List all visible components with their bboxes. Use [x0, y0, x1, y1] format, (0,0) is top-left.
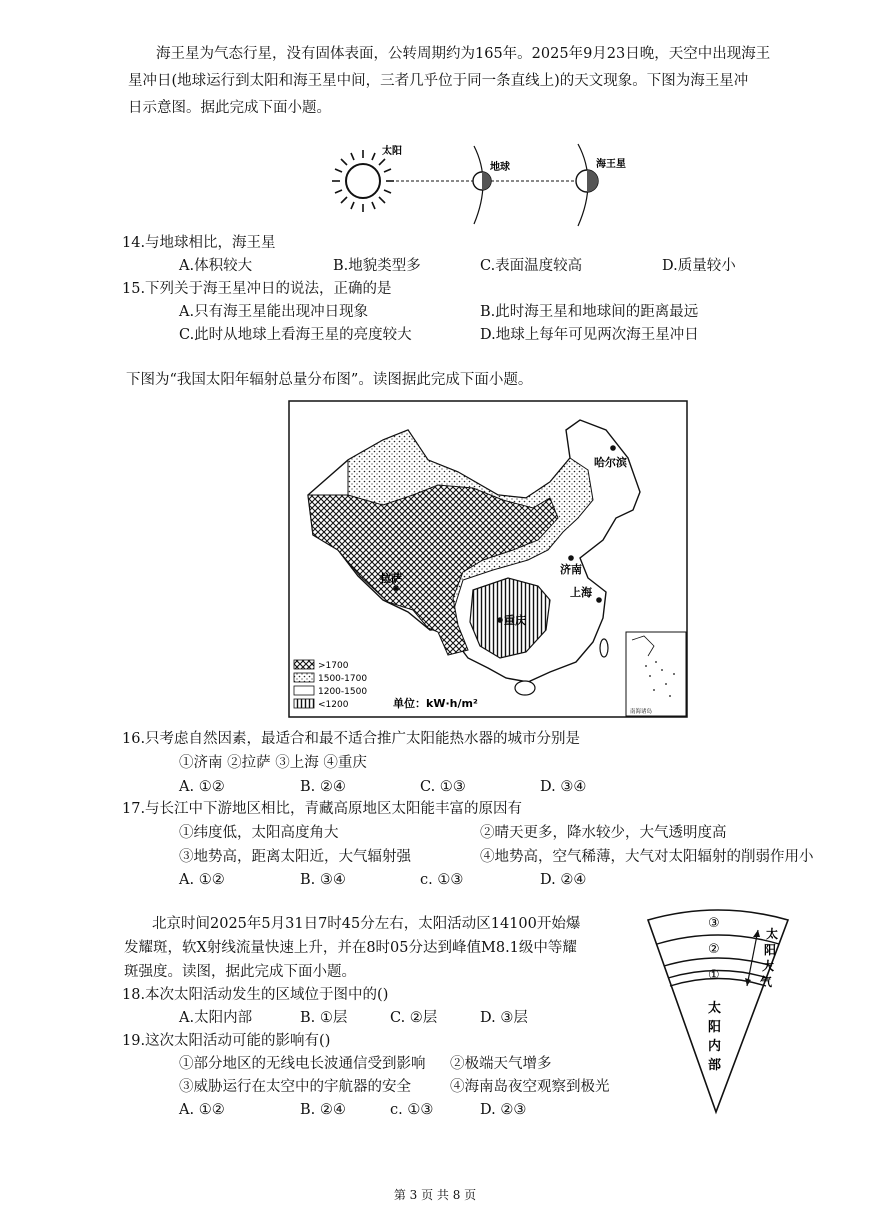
q17-item-2: ②晴天更多，降水较少，大气透明度高: [480, 825, 727, 841]
q14-option-d[interactable]: D.质量较小: [662, 258, 736, 274]
taiwan-island: [600, 639, 608, 657]
intro3-line2: 发耀斑，软X射线流量快速上升，并在8时05分达到峰值M8.1级中等耀: [124, 940, 577, 956]
sun-icon: [332, 150, 394, 212]
q19-option-b[interactable]: B. ②④: [300, 1102, 346, 1118]
sun-atmosphere-label: 太阳大气: [760, 927, 779, 989]
q15-option-b[interactable]: B.此时海王星和地球间的距离最远: [480, 304, 699, 320]
q18-option-b[interactable]: B. ①层: [300, 1010, 348, 1026]
neptune-opposition-diagram: [330, 140, 626, 230]
intro1-line2: 星冲日(地球运行到太阳和海王星中间，三者几乎位于同一条直线上)的天文现象。下图为海王星冲: [128, 73, 749, 89]
lhasa-label: 拉萨: [380, 572, 402, 585]
shanghai-marker: [596, 597, 602, 603]
layer-1-label: ①: [708, 968, 720, 983]
sun-interior-label: 太阳内部: [708, 1001, 722, 1073]
q18-option-a[interactable]: A.太阳内部: [179, 1010, 253, 1026]
q17-item-3: ③地势高，距离太阳近，大气辐射强: [179, 849, 411, 865]
jinan-marker: [568, 555, 574, 561]
neptune-icon: [576, 170, 598, 192]
q19-option-a[interactable]: A. ①②: [179, 1102, 225, 1118]
harbin-marker: [610, 445, 616, 451]
q14-option-c[interactable]: C.表面温度较高: [480, 258, 583, 274]
q14-stem: 14.与地球相比，海王星: [122, 235, 276, 251]
q16-option-b[interactable]: B. ②④: [300, 779, 346, 795]
q17-option-d[interactable]: D. ②④: [540, 872, 587, 888]
q15-option-a[interactable]: A.只有海王星能出现冲日现象: [179, 304, 369, 320]
shanghai-label: 上海: [570, 586, 592, 599]
legend-item: >1700: [318, 661, 349, 671]
intro2-text: 下图为“我国太阳年辐射总量分布图”。读图据此完成下面小题。: [126, 372, 533, 388]
q16-items: ①济南 ②拉萨 ③上海 ④重庆: [179, 755, 367, 771]
jinan-label: 济南: [560, 563, 582, 576]
legend-item: <1200: [318, 700, 349, 710]
q14-option-a[interactable]: A.体积较大: [179, 258, 253, 274]
q14-option-b[interactable]: B.地貌类型多: [333, 258, 421, 274]
q17-option-c[interactable]: c. ①③: [420, 872, 464, 888]
q19-item-3: ③威胁运行在太空中的宇航器的安全: [179, 1079, 411, 1095]
lhasa-marker: [393, 585, 399, 591]
layer-3-label: ③: [708, 916, 720, 931]
q18-stem: 18.本次太阳活动发生的区域位于图中的(): [122, 987, 389, 1003]
q19-option-d[interactable]: D. ②③: [480, 1102, 527, 1118]
harbin-label: 哈尔滨: [594, 456, 627, 469]
q15-stem: 15.下列关于海王星冲日的说法，正确的是: [122, 281, 392, 297]
q17-stem: 17.与长江中下游地区相比，青藏高原地区太阳能丰富的原因有: [122, 801, 523, 817]
q17-item-1: ①纬度低，太阳高度角大: [179, 825, 339, 841]
legend-item: 1500-1700: [318, 674, 368, 684]
q15-option-c[interactable]: C.此时从地球上看海王星的亮度较大: [179, 327, 412, 343]
q17-item-4: ④地势高，空气稀薄，大气对太阳辐射的削弱作用小: [480, 849, 814, 865]
layer-2-label: ②: [708, 942, 720, 957]
q17-option-b[interactable]: B. ③④: [300, 872, 346, 888]
map-unit-label: 单位：kW·h/m²: [393, 697, 478, 710]
q16-option-c[interactable]: C. ①③: [420, 779, 466, 795]
q16-option-a[interactable]: A. ①②: [179, 779, 225, 795]
intro1-line1: 海王星为气态行星，没有固体表面，公转周期约为165年。2025年9月23日晚，天空中出现海王: [156, 46, 771, 62]
q19-stem: 19.这次太阳活动可能的影响有(): [122, 1033, 331, 1049]
chongqing-marker: [497, 617, 503, 623]
q16-stem: 16.只考虑自然因素，最适合和最不适合推广太阳能热水器的城市分别是: [122, 731, 581, 747]
q16-option-d[interactable]: D. ③④: [540, 779, 587, 795]
inset-caption: 南海诸岛: [630, 709, 653, 715]
sun-label: 太阳: [382, 146, 402, 157]
hainan-island: [515, 681, 535, 695]
q19-item-2: ②极端天气增多: [450, 1056, 552, 1072]
south-china-sea-inset: [626, 632, 686, 716]
page-footer: 第 3 页 共 8 页: [393, 1188, 477, 1202]
q18-option-c[interactable]: C. ②层: [390, 1010, 438, 1026]
intro3-line1: 北京时间2025年5月31日7时45分左右，太阳活动区14100开始爆: [152, 916, 581, 932]
china-solar-radiation-map: [288, 400, 688, 718]
neptune-label: 海王星: [596, 159, 626, 170]
q17-option-a[interactable]: A. ①②: [179, 872, 225, 888]
earth-icon: [473, 172, 491, 190]
q19-item-4: ④海南岛夜空观察到极光: [450, 1079, 610, 1095]
chongqing-label: 重庆: [504, 614, 526, 627]
sun-structure-diagram: [640, 900, 790, 1120]
q19-option-c[interactable]: c. ①③: [390, 1102, 434, 1118]
q15-option-d[interactable]: D.地球上每年可见两次海王星冲日: [480, 327, 699, 343]
intro3-line3: 斑强度。读图，据此完成下面小题。: [124, 964, 356, 980]
earth-label: 地球: [490, 162, 510, 173]
intro1-line3: 日示意图。据此完成下面小题。: [128, 100, 331, 116]
legend-item: 1200-1500: [318, 687, 368, 697]
q18-option-d[interactable]: D. ③层: [480, 1010, 528, 1026]
q19-item-1: ①部分地区的无线电长波通信受到影响: [179, 1056, 426, 1072]
